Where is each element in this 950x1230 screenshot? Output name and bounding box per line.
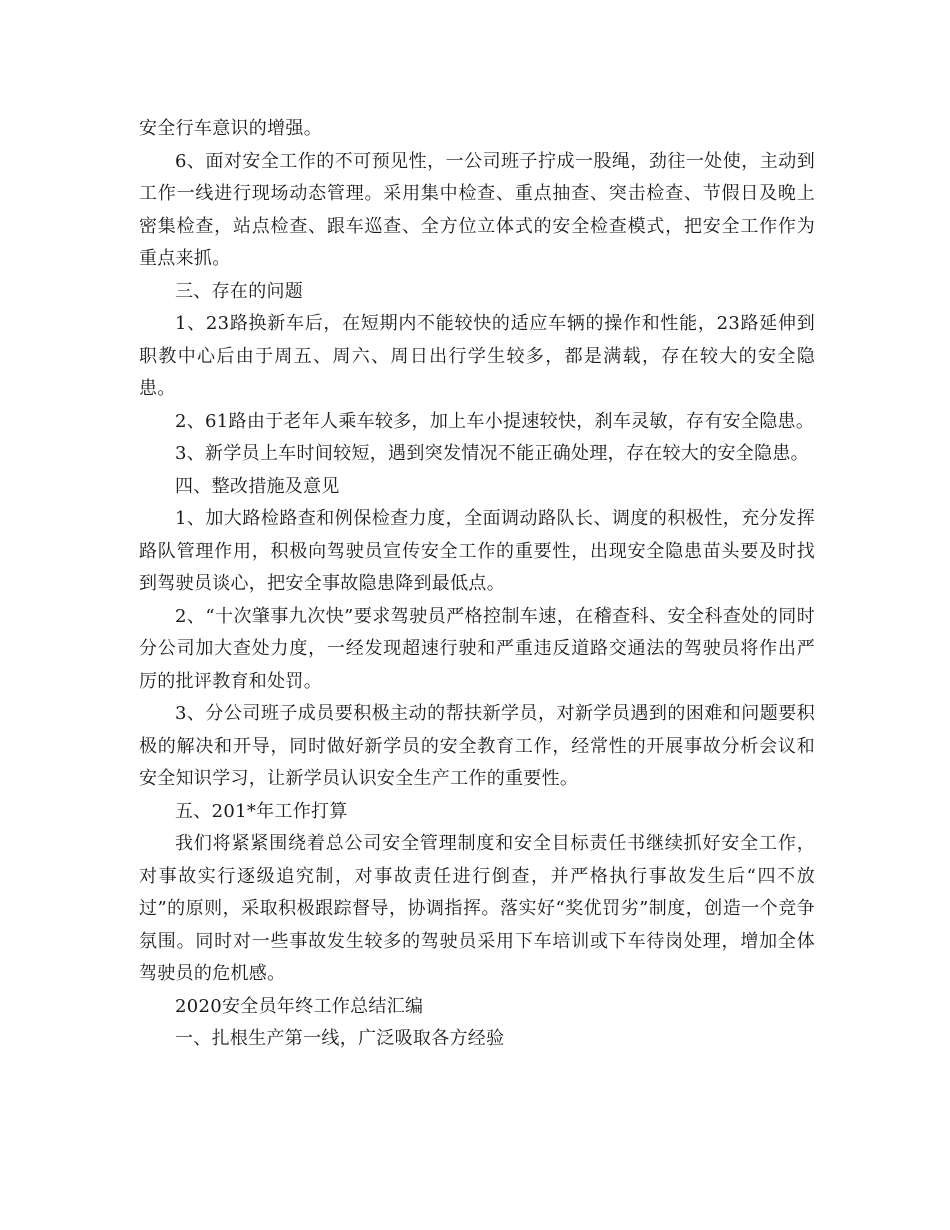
document-title: 2020安全员年终工作总结汇编 (175, 995, 424, 1017)
paragraph: 安全行车意识的增强。 (139, 118, 322, 139)
paragraph: 6、面对安全工作的不可预见性，一公司班子拧成一股绳，劲往一处使，主动到工作一线进行现场动态管理。采用集中检查、重点抽查、突击检查、节假日及晚上密集检查，站点检查、跟车巡查、全方位立体式的安全检查模式，把安全工作作为重点来抓。 (139, 150, 815, 269)
paragraph: 2、“十次肇事九次快”要求驾驶员严格控制车速，在稽查科、安全科查处的同时分公司加大查处力度，一经发现超速行驶和严重违反道路交通法的驾驶员将作出严厉的批评教育和处罚。 (139, 605, 815, 692)
paragraph: 3、新学员上车时间较短，遇到突发情况不能正确处理，存在较大的安全隐患。 (175, 443, 809, 464)
section-heading: 五、201*年工作打算 (175, 800, 348, 822)
paragraph: 3、分公司班子成员要积极主动的帮扶新学员，对新学员遇到的困难和问题要积极的解决和开导，同时做好新学员的安全教育工作，经常性的开展事故分析会议和安全知识学习，让新学员认识安全生产工作的重要性。 (139, 703, 815, 789)
paragraph: 1、加大路检路查和例保检查力度，全面调动路队长、调度的积极性，充分发挥路队管理作用，积极向驾驶员宣传安全工作的重要性，出现安全隐患苗头要及时找到驾驶员谈心，把安全事故隐患降到最低点。 (139, 508, 815, 594)
paragraph: 我们将紧紧围绕着总公司安全管理制度和安全目标责任书继续抓好安全工作，对事故实行逐级追究制，对事故责任进行倒查，并严格执行事故发生后“四不放过”的原则，采取积极跟踪督导，协调指挥。落实好“奖优罚劣”制度，创造一个竞争氛围。同时对一些事故发生较多的驾驶员采用下车培训或下车待岗处理，增加全体驾驶员的危机感。 (139, 833, 815, 984)
paragraph: 2、61路由于老年人乘车较多，加上车小提速较快，刹车灵敏，存有安全隐患。 (175, 410, 815, 432)
section-heading: 三、存在的问题 (175, 280, 304, 302)
section-heading: 四、整改措施及意见 (175, 475, 340, 497)
document-body (139, 113, 815, 1056)
paragraph: 1、23路换新车后，在短期内不能较快的适应车辆的操作和性能，23路延伸到职教中心后由于周五、周六、周日出行学生较多，都是满载，存在较大的安全隐患。 (139, 313, 815, 399)
section-heading: 一、扎根生产第一线，广泛吸取各方经验 (175, 1028, 505, 1049)
